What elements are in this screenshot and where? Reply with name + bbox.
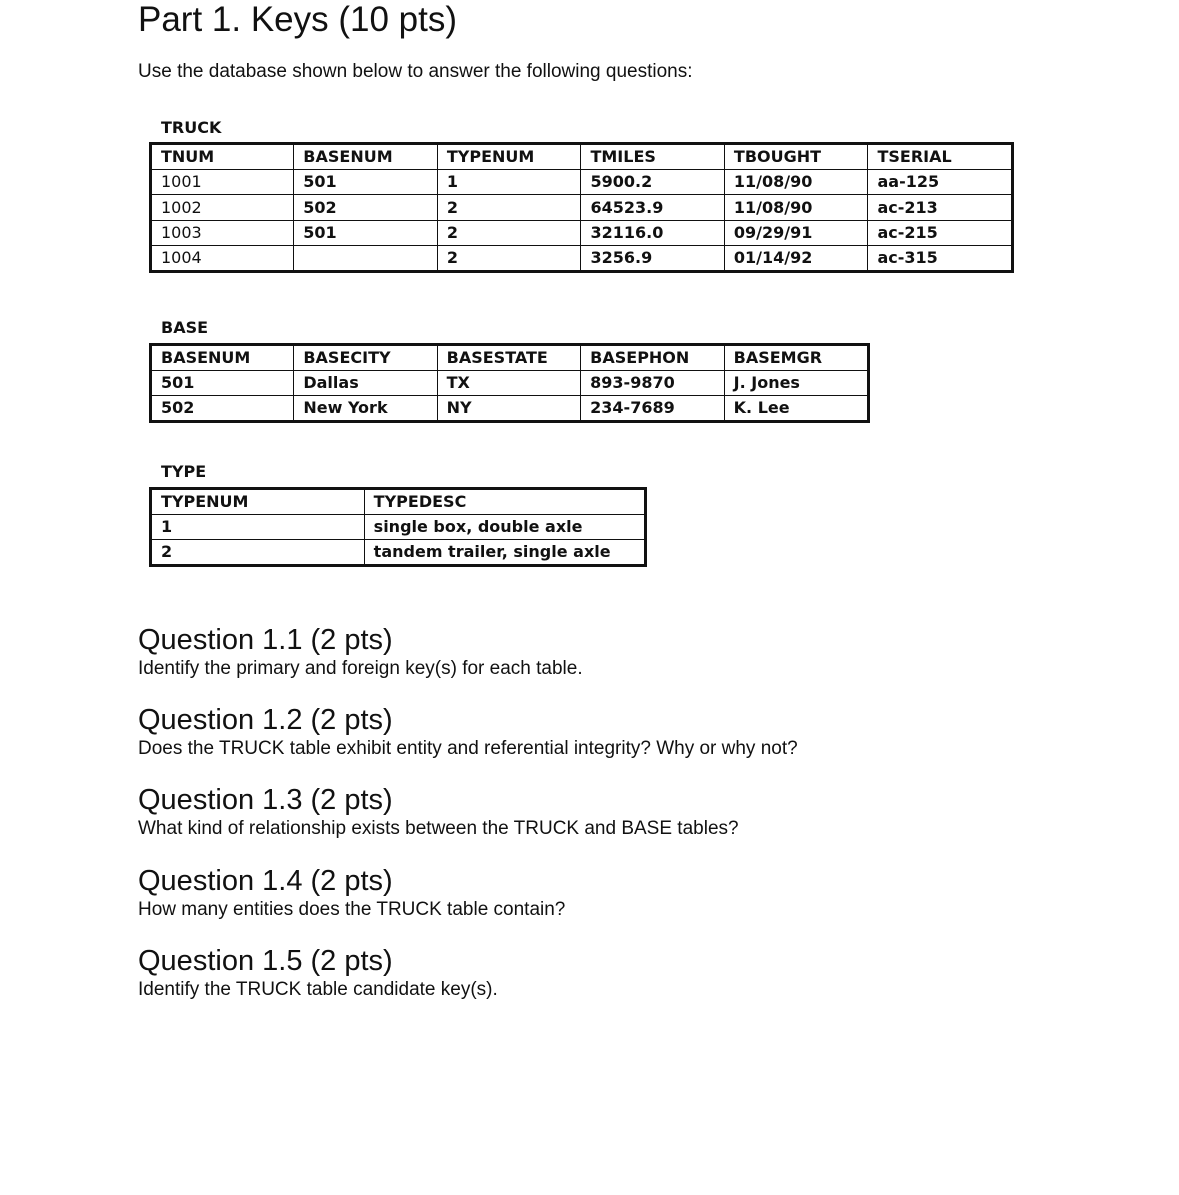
table-row — [151, 220, 1013, 246]
table-row — [151, 370, 869, 396]
question-1-2 — [138, 703, 798, 761]
table-cell: 234-7689 — [581, 396, 724, 422]
question-title: Question 1.4 (2 pts) — [138, 865, 393, 897]
base-table — [149, 343, 870, 423]
table-cell: 32116.0 — [581, 220, 724, 246]
column-header: BASENUM — [151, 345, 294, 371]
table-row — [151, 540, 646, 566]
column-header: TSERIAL — [868, 144, 1013, 170]
truck-table-name: TRUCK — [161, 118, 222, 137]
table-cell: 501 — [294, 169, 438, 195]
table-cell: ac-213 — [868, 195, 1013, 221]
table-cell: 2 — [437, 195, 581, 221]
column-header: TNUM — [151, 144, 294, 170]
table-cell: 3256.9 — [581, 246, 724, 272]
truck-table — [149, 142, 1014, 273]
table-cell: 2 — [437, 246, 581, 272]
column-header: TYPEDESC — [364, 489, 645, 515]
question-title: Question 1.1 (2 pts) — [138, 624, 393, 656]
question-1-4 — [138, 864, 565, 922]
question-title: Question 1.3 (2 pts) — [138, 784, 393, 816]
table-cell: 1002 — [151, 195, 294, 221]
column-header: TBOUGHT — [724, 144, 868, 170]
question-text: Identify the TRUCK table candidate key(s). — [138, 979, 498, 1000]
table-row — [151, 514, 646, 540]
table-cell: 01/14/92 — [724, 246, 868, 272]
table-cell: TX — [437, 370, 581, 396]
table-row — [151, 195, 1013, 221]
table-row — [151, 169, 1013, 195]
question-title: Question 1.2 (2 pts) — [138, 704, 393, 736]
table-cell: NY — [437, 396, 581, 422]
table-cell: tandem trailer, single axle — [364, 540, 645, 566]
table-row — [151, 396, 869, 422]
question-text: How many entities does the TRUCK table contain? — [138, 899, 566, 920]
type-table-name: TYPE — [161, 462, 207, 481]
question-1-1 — [138, 623, 583, 681]
question-text: Identify the primary and foreign key(s) for each table. — [138, 658, 583, 679]
base-header-row — [151, 345, 869, 371]
table-cell: 501 — [151, 370, 294, 396]
table-cell: single box, double axle — [364, 514, 645, 540]
question-1-5 — [138, 944, 498, 1002]
table-cell — [294, 246, 438, 272]
intro-text: Use the database shown below to answer the following questions: — [138, 61, 693, 82]
table-cell: 2 — [151, 540, 365, 566]
type-header-row — [151, 489, 646, 515]
column-header: BASEPHON — [581, 345, 724, 371]
table-cell: 11/08/90 — [724, 169, 868, 195]
table-cell: 1004 — [151, 246, 294, 272]
table-cell: 1003 — [151, 220, 294, 246]
type-table — [149, 487, 647, 567]
table-cell: 502 — [151, 396, 294, 422]
table-cell: 2 — [437, 220, 581, 246]
table-row — [151, 246, 1013, 272]
table-cell: 1 — [437, 169, 581, 195]
table-cell: 64523.9 — [581, 195, 724, 221]
page-title: Part 1. Keys (10 pts) — [138, 0, 458, 39]
table-cell: 893-9870 — [581, 370, 724, 396]
question-1-3 — [138, 783, 739, 841]
question-text: What kind of relationship exists between the TRUCK and BASE tables? — [138, 818, 739, 839]
column-header: TMILES — [581, 144, 724, 170]
base-table-name: BASE — [161, 318, 209, 337]
table-cell: aa-125 — [868, 169, 1013, 195]
column-header: BASENUM — [294, 144, 438, 170]
column-header: TYPENUM — [437, 144, 581, 170]
table-cell: 502 — [294, 195, 438, 221]
table-cell: 1001 — [151, 169, 294, 195]
table-cell: 11/08/90 — [724, 195, 868, 221]
question-text: Does the TRUCK table exhibit entity and referential integrity? Why or why not? — [138, 738, 798, 759]
question-title: Question 1.5 (2 pts) — [138, 945, 393, 977]
table-cell: ac-315 — [868, 246, 1013, 272]
table-cell: J. Jones — [724, 370, 868, 396]
table-cell: ac-215 — [868, 220, 1013, 246]
table-cell: 09/29/91 — [724, 220, 868, 246]
table-cell: 5900.2 — [581, 169, 724, 195]
table-cell: 501 — [294, 220, 438, 246]
column-header: TYPENUM — [151, 489, 365, 515]
table-cell: 1 — [151, 514, 365, 540]
table-cell: Dallas — [294, 370, 437, 396]
truck-header-row — [151, 144, 1013, 170]
column-header: BASEMGR — [724, 345, 868, 371]
table-cell: New York — [294, 396, 437, 422]
table-cell: K. Lee — [724, 396, 868, 422]
column-header: BASESTATE — [437, 345, 581, 371]
column-header: BASECITY — [294, 345, 437, 371]
